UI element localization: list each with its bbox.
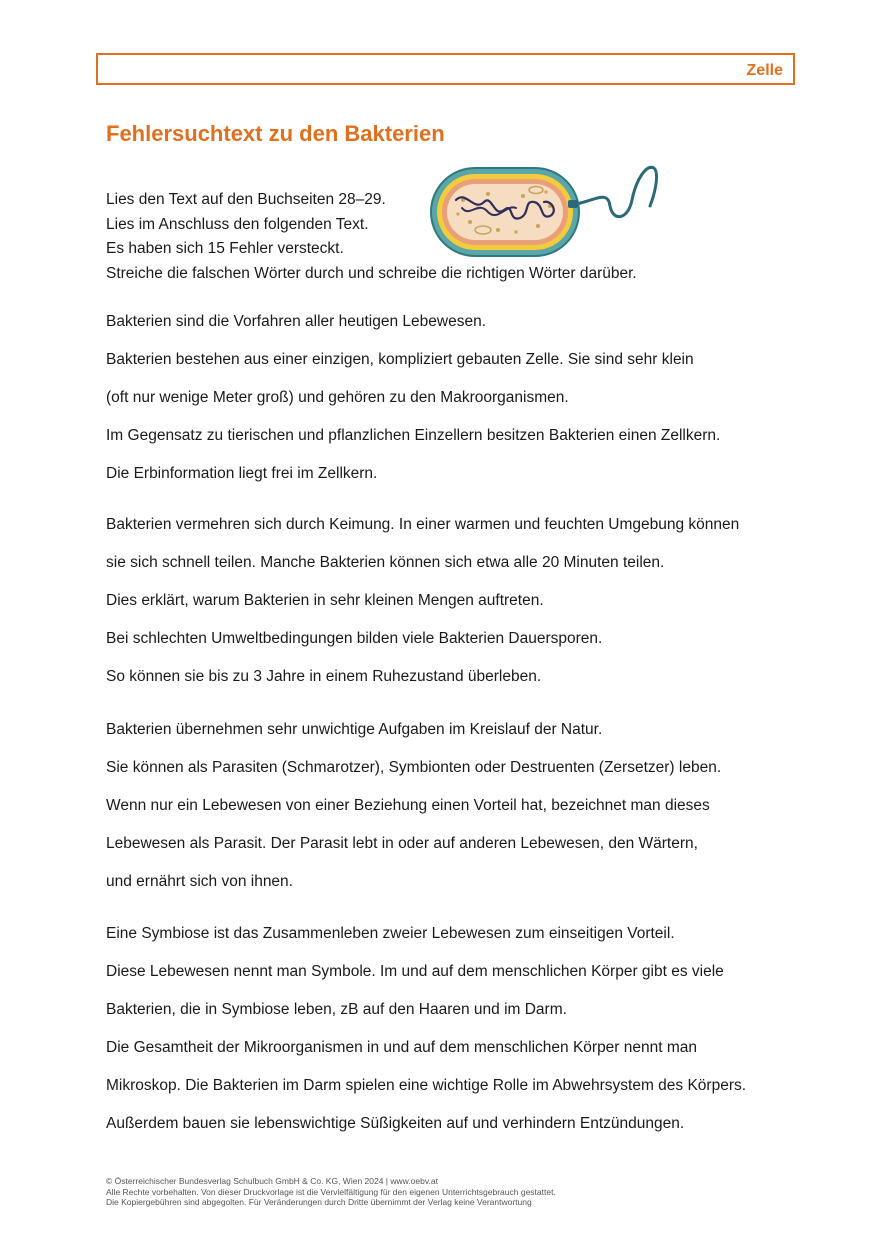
text-line: Außerdem bauen sie lebenswichtige Süßigkeiten auf und verhindern Entzündungen. <box>106 1115 685 1132</box>
text-line: Bakterien, die in Symbiose leben, zB auf den Haaren und im Darm. <box>106 1001 567 1018</box>
paragraph-3 <box>106 716 806 906</box>
text-line: Lebewesen als Parasit. Der Parasit lebt in oder auf anderen Lebewesen, den Wärtern, <box>106 835 698 852</box>
text-line: Sie können als Parasiten (Schmarotzer), Symbionten oder Destruenten (Zersetzer) leben. <box>106 759 722 776</box>
text-line: Bakterien vermehren sich durch Keimung. In einer warmen und feuchten Umgebung können <box>106 516 740 533</box>
text-line: Dies erklärt, warum Bakterien in sehr kleinen Mengen auftreten. <box>106 592 544 609</box>
text-line: Bei schlechten Umweltbedingungen bilden viele Bakterien Dauersporen. <box>106 630 603 647</box>
text-line: Im Gegensatz zu tierischen und pflanzlichen Einzellern besitzen Bakterien einen Zellkern. <box>106 427 721 444</box>
text-line: Wenn nur ein Lebewesen von einer Beziehung einen Vorteil hat, bezeichnet man dieses <box>106 797 710 814</box>
footer-rights: Alle Rechte vorbehalten. Von dieser Druckvorlage ist die Vervielfältigung für den eigenen Unterrichtsgebrauch gestattet. <box>106 1186 556 1197</box>
bacterium-illustration <box>428 160 660 260</box>
text-line: Die Gesamtheit der Mikroorganismen in und auf dem menschlichen Körper nennt man <box>106 1039 698 1056</box>
text-line: Diese Lebewesen nennt man Symbole. Im und auf dem menschlichen Körper gibt es viele <box>106 963 724 980</box>
footer <box>106 1176 806 1208</box>
text-line: Die Erbinformation liegt frei im Zellkern. <box>106 465 378 482</box>
page-title: Fehlersuchtext zu den Bakterien <box>106 121 445 146</box>
footer-copyright: © Österreichischer Bundesverlag Schulbuch GmbH & Co. KG, Wien 2024 | www.oebv.at <box>106 1176 438 1186</box>
instruction-line: Lies den Text auf den Buchseiten 28–29. <box>106 191 386 208</box>
text-line: (oft nur wenige Meter groß) und gehören zu den Makroorganismen. <box>106 389 569 406</box>
instruction-line: Lies im Anschluss den folgenden Text. <box>106 215 369 233</box>
text-line: Bakterien bestehen aus einer einzigen, kompliziert gebauten Zelle. Sie sind sehr klein <box>106 351 694 368</box>
instruction-line: Streiche die falschen Wörter durch und schreibe die richtigen Wörter darüber. <box>106 264 637 282</box>
text-line: Mikroskop. Die Bakterien im Darm spielen eine wichtige Rolle im Abwehrsystem des Körpers. <box>106 1077 747 1094</box>
section-label: Zelle <box>746 62 783 79</box>
paragraph-1 <box>106 308 806 498</box>
header-box <box>96 53 795 85</box>
paragraph-4 <box>106 920 806 1148</box>
paragraph-2 <box>106 511 806 701</box>
text-line: Bakterien sind die Vorfahren aller heutigen Lebewesen. <box>106 313 487 330</box>
footer-disclaimer: Die Kopiergebühren sind abgegolten. Für Veränderungen durch Dritte übernimmt der Verlag keine Verantwortung <box>106 1197 532 1207</box>
instruction-line: Es haben sich 15 Fehler versteckt. <box>106 240 344 257</box>
text-line: So können sie bis zu 3 Jahre in einem Ruhezustand überleben. <box>106 668 542 685</box>
text-line: Bakterien übernehmen sehr unwichtige Aufgaben im Kreislauf der Natur. <box>106 721 603 738</box>
text-line: Eine Symbiose ist das Zusammenleben zweier Lebewesen zum einseitigen Vorteil. <box>106 925 675 942</box>
text-line: und ernährt sich von ihnen. <box>106 873 293 890</box>
text-line: sie sich schnell teilen. Manche Bakterien können sich etwa alle 20 Minuten teilen. <box>106 554 665 571</box>
